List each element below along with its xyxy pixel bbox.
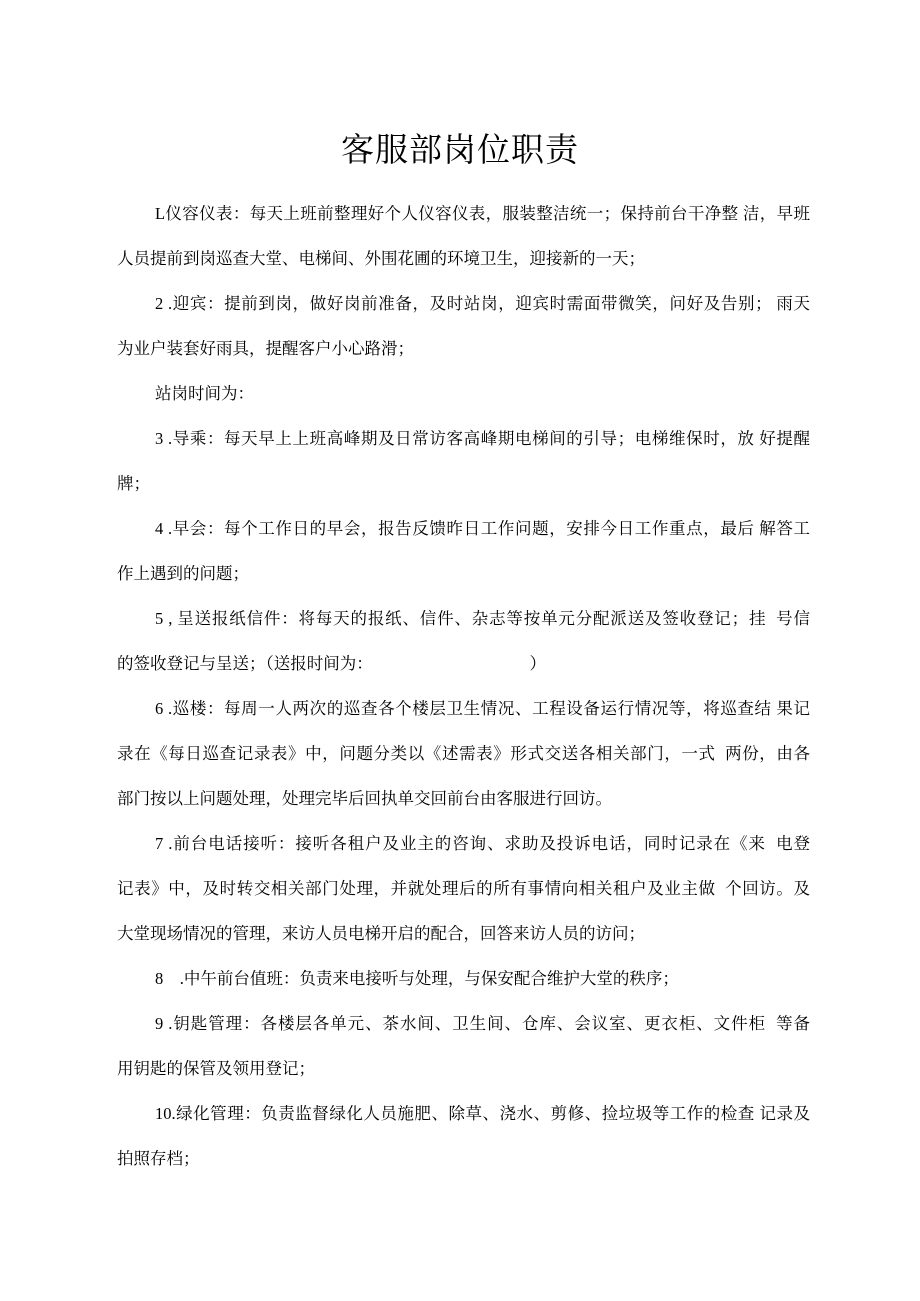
- text-line: 7 .前台电话接听：接听各租户及业主的咨询、求助及投诉电话，同时记录在《来 电登: [155, 834, 810, 853]
- text-line: 5 , 呈送报纸信件：将每天的报纸、信件、杂志等按单元分配派送及签收登记；挂 号信: [155, 609, 810, 628]
- text-line: 4 .早会：每个工作日的早会，报告反馈昨日工作问题，安排今日工作重点，最后 解答工: [155, 519, 810, 538]
- text-line: 8 .中午前台值班：负责来电接听与处理，与保安配合维护大堂的秩序；: [155, 969, 679, 988]
- duty-item-elevator-guide: [117, 416, 810, 506]
- text-line: 录在《每日巡查记录表》中，问题分类以《述需表》形式交送各相关部门，一式 两份，由各: [117, 744, 810, 763]
- text-line: 大堂现场情况的管理，来访人员电梯开启的配合，回答来访人员的访问；: [117, 924, 645, 943]
- text-line: 6 .巡楼：每周一人两次的巡查各个楼层卫生情况、工程设备运行情况等，将巡查结 果记: [155, 699, 810, 718]
- document-body: [117, 191, 810, 1181]
- duty-item-standing-time: [117, 371, 810, 416]
- duty-item-greening: [117, 1091, 810, 1181]
- text-line: 人员提前到岗巡查大堂、电梯间、外围花圃的环境卫生，迎接新的一天；: [117, 249, 645, 268]
- page-title: 客服部岗位职责: [341, 130, 579, 169]
- duty-item-appearance: [117, 191, 810, 281]
- text-line: 用钥匙的保管及领用登记；: [117, 1059, 315, 1078]
- text-line: 部门按以上问题处理，处理完毕后回执单交回前台由客服进行回访。: [117, 789, 612, 808]
- duty-item-morning-meeting: [117, 506, 810, 596]
- duty-item-greeting: [117, 281, 810, 371]
- text-line: 10.绿化管理：负责监督绿化人员施肥、除草、浇水、剪修、捡垃圾等工作的检查 记录及: [155, 1104, 810, 1123]
- text-line: 记表》中，及时转交相关部门处理，并就处理后的所有事情向相关租户及业主做 个回访。及: [117, 879, 810, 898]
- text-line: 的签收登记与呈送；（送报时间为： ）: [117, 654, 546, 673]
- text-line: 3 .导乘：每天早上上班高峰期及日常访客高峰期电梯间的引导；电梯维保时，放 好提醒: [155, 429, 810, 448]
- text-line: 9 .钥匙管理：各楼层各单元、茶水间、卫生间、仓库、会议室、更衣柜、文件柜 等备: [155, 1014, 810, 1033]
- duty-item-floor-patrol: [117, 686, 810, 821]
- text-line: 站岗时间为：: [155, 384, 254, 403]
- text-line: L仪容仪表：每天上班前整理好个人仪容仪表，服装整洁统一；保持前台干净整 洁，早班: [155, 204, 810, 223]
- text-line: 2 .迎宾：提前到岗，做好岗前准备，及时站岗，迎宾时需面带微笑，问好及告别； 雨天: [155, 294, 810, 313]
- text-line: 牌；: [117, 474, 150, 493]
- text-line: 为业户装套好雨具，提醒客户小心路滑；: [117, 339, 414, 358]
- duty-item-phone-reception: [117, 821, 810, 956]
- duty-item-noon-duty: [117, 956, 810, 1001]
- duty-item-mail-delivery: [117, 596, 810, 686]
- duty-item-key-management: [117, 1001, 810, 1091]
- text-line: 作上遇到的问题；: [117, 564, 249, 583]
- text-line: 拍照存档；: [117, 1149, 200, 1168]
